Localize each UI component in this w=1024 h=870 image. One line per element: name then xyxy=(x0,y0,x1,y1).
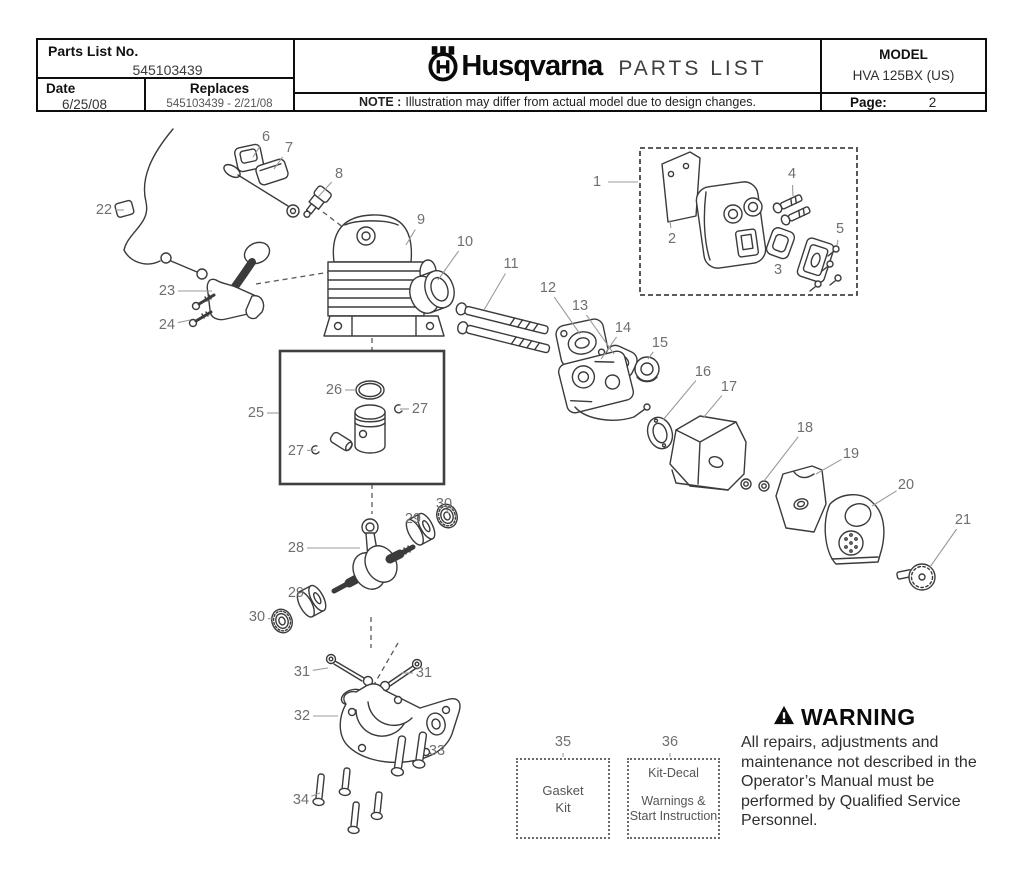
callout-15 xyxy=(648,335,668,359)
svg-text:10: 10 xyxy=(456,234,474,250)
callout-32 xyxy=(294,708,338,724)
svg-text:33: 33 xyxy=(428,743,446,759)
svg-text:17: 17 xyxy=(720,379,738,395)
parts-list-number: 545103439 xyxy=(132,62,203,78)
gasket-kit-line2: Kit xyxy=(555,799,571,815)
part-16-gasket xyxy=(644,414,677,452)
callout-4 xyxy=(788,166,796,196)
callout-11 xyxy=(484,256,519,310)
callout-33 xyxy=(426,743,445,759)
callout-5 xyxy=(836,221,844,245)
piston-kit-box xyxy=(280,351,444,484)
svg-text:34: 34 xyxy=(292,792,310,808)
header-left-section xyxy=(38,40,295,110)
callout-25 xyxy=(248,405,279,421)
svg-text:3: 3 xyxy=(773,262,783,278)
part-21-cover-knob xyxy=(897,564,935,590)
callout-17 xyxy=(703,379,737,418)
svg-text:15: 15 xyxy=(651,335,669,351)
svg-text:18: 18 xyxy=(796,420,814,436)
header-right-section xyxy=(822,40,985,110)
muffler-assembly-box xyxy=(640,148,857,295)
model-value: HVA 125BX (US) xyxy=(852,68,955,83)
svg-text:1: 1 xyxy=(592,174,602,190)
svg-text:29: 29 xyxy=(404,511,422,527)
part-30-bearing-lower xyxy=(268,606,295,635)
callout-8 xyxy=(318,166,343,197)
callout-35 xyxy=(555,734,571,757)
svg-text:11: 11 xyxy=(503,256,519,272)
svg-text:27: 27 xyxy=(287,443,305,459)
svg-text:4: 4 xyxy=(787,166,797,182)
callout-20 xyxy=(872,477,914,506)
callout-29 xyxy=(405,511,421,527)
callout-31 xyxy=(401,665,432,681)
part-15-primer-bulb xyxy=(635,357,659,382)
part-22-ignition-wire xyxy=(114,129,299,279)
callout-3 xyxy=(774,258,782,278)
gasket-kit-box xyxy=(516,758,610,839)
svg-text:16: 16 xyxy=(694,364,712,380)
svg-text:9: 9 xyxy=(416,212,426,228)
model-label: MODEL xyxy=(879,47,928,62)
date-label: Date xyxy=(46,81,76,96)
callout-24 xyxy=(159,317,190,333)
gasket-kit-line1: Gasket xyxy=(542,782,584,798)
svg-text:25: 25 xyxy=(247,405,265,421)
decal-kit-box xyxy=(627,758,720,839)
warning-title: WARNING xyxy=(801,704,916,730)
part-34-screws xyxy=(313,767,385,833)
svg-text:26: 26 xyxy=(325,382,343,398)
svg-text:21: 21 xyxy=(954,512,972,528)
svg-text:24: 24 xyxy=(158,317,176,333)
part-20-filter-cover xyxy=(825,495,884,564)
part-23-intake-bracket xyxy=(207,238,273,319)
svg-text:32: 32 xyxy=(293,708,311,724)
svg-text:7: 7 xyxy=(284,140,294,156)
svg-text:12: 12 xyxy=(539,280,557,296)
svg-text:6: 6 xyxy=(261,129,271,145)
page-number: 2 xyxy=(928,94,937,110)
callout-36 xyxy=(662,734,678,757)
svg-text:13: 13 xyxy=(571,298,589,314)
callout-29 xyxy=(288,585,306,601)
svg-text:30: 30 xyxy=(248,609,266,625)
svg-text:22: 22 xyxy=(95,202,113,218)
callout-23 xyxy=(159,283,212,299)
callout-2 xyxy=(668,220,676,247)
header-center-section xyxy=(295,40,822,110)
svg-text:2: 2 xyxy=(667,231,677,247)
svg-text:23: 23 xyxy=(158,283,176,299)
svg-text:8: 8 xyxy=(334,166,344,182)
callout-1 xyxy=(593,174,638,190)
decal-kit-title: Kit-Decal xyxy=(648,766,699,780)
svg-text:5: 5 xyxy=(835,221,845,237)
callout-30 xyxy=(436,496,452,514)
part-9-cylinder xyxy=(324,215,444,336)
callout-27 xyxy=(400,401,428,417)
svg-text:14: 14 xyxy=(614,320,632,336)
decal-kit-line1: Warnings & xyxy=(641,794,706,808)
svg-text:30: 30 xyxy=(435,496,453,512)
callout-30 xyxy=(249,609,272,625)
part-31-link-left xyxy=(327,655,373,686)
svg-text:31: 31 xyxy=(415,665,433,681)
part-28-crankshaft xyxy=(334,519,413,595)
document-title: PARTS LIST xyxy=(618,57,767,80)
part-17-airbox xyxy=(670,416,746,490)
callout-31 xyxy=(294,664,328,680)
svg-text:27: 27 xyxy=(411,401,429,417)
header-table xyxy=(36,38,987,112)
svg-text:35: 35 xyxy=(554,734,572,750)
page-label: Page: xyxy=(850,94,887,110)
callout-16 xyxy=(663,364,711,420)
callout-10 xyxy=(438,234,473,280)
warning-block xyxy=(741,704,999,831)
svg-text:19: 19 xyxy=(842,446,860,462)
svg-text:29: 29 xyxy=(287,585,305,601)
part-19-air-filter xyxy=(776,466,826,532)
crowned-h-logo xyxy=(428,46,458,87)
note-label: NOTE : xyxy=(358,95,402,109)
callout-21 xyxy=(930,512,971,567)
svg-text:28: 28 xyxy=(287,540,305,556)
parts-list-label: Parts List No. xyxy=(48,43,139,59)
replaces-label: Replaces xyxy=(189,81,250,96)
svg-text:31: 31 xyxy=(293,664,311,680)
note-text: Illustration may differ from actual model due to design changes. xyxy=(405,95,756,109)
decal-kit-line2: Start Instruction xyxy=(629,809,718,823)
callout-19 xyxy=(816,446,859,474)
warning-triangle-icon xyxy=(773,704,801,731)
brand-name: Husqvarna xyxy=(461,49,603,82)
svg-text:20: 20 xyxy=(897,477,915,493)
callout-26 xyxy=(326,382,356,398)
part-8-spark-plug xyxy=(299,185,333,222)
callout-9 xyxy=(406,212,425,245)
part-11-bolts xyxy=(451,302,555,355)
svg-text:36: 36 xyxy=(661,734,679,750)
replaces-value: 545103439 - 2/21/08 xyxy=(166,98,273,110)
date-value: 6/25/08 xyxy=(62,97,108,112)
callout-28 xyxy=(288,540,360,556)
warning-text: All repairs, adjustments and maintenance not described in the Operator’s Manual must be performed by Qualified Service Personnel. xyxy=(741,734,977,829)
